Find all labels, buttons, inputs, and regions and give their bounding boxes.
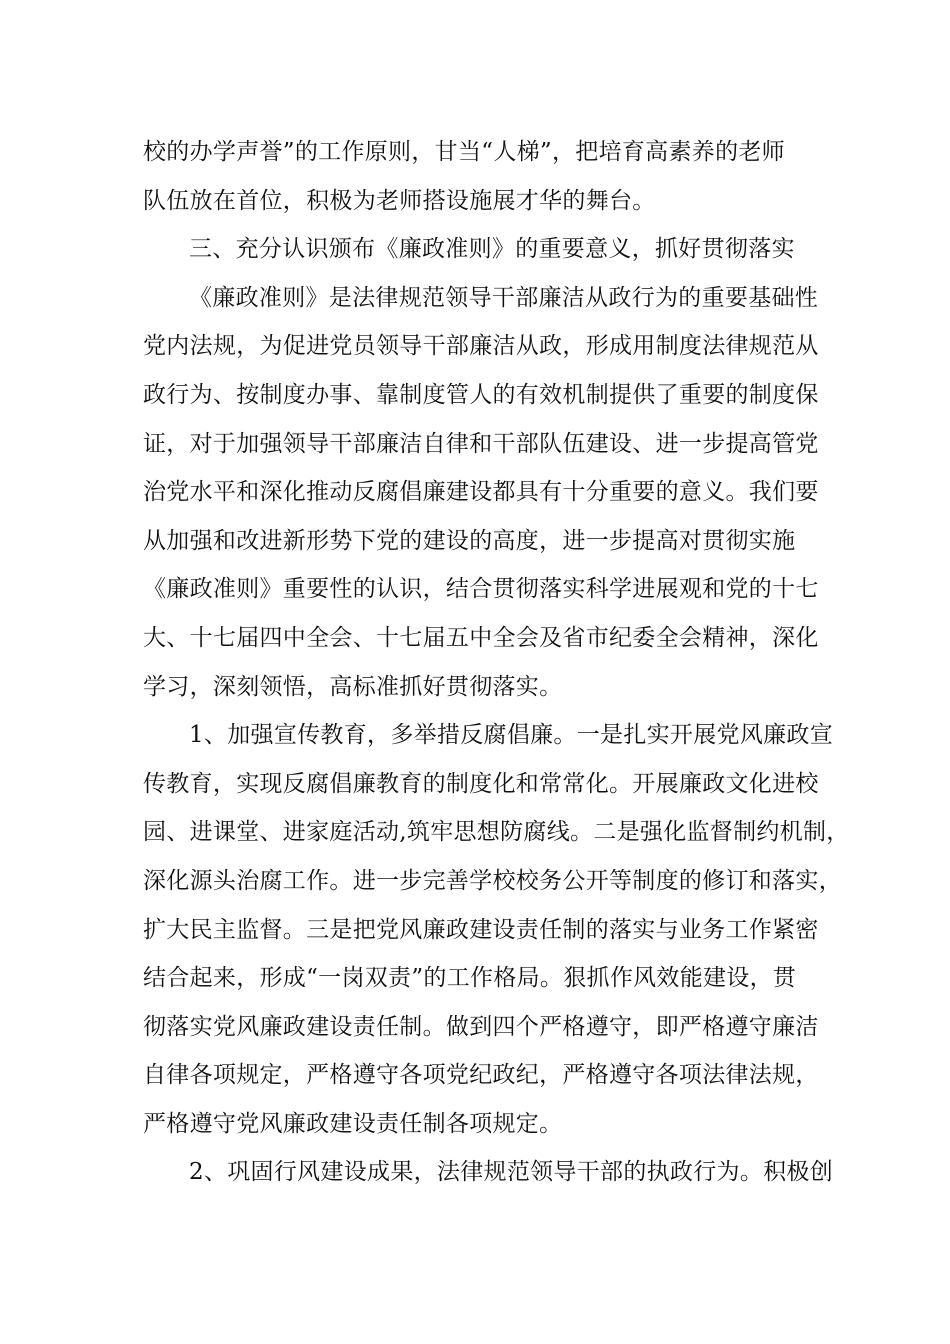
text-line: 结合起来，形成“一岗双责”的工作格局。狠抓作风效能建设，贯 — [143, 965, 797, 992]
text-line: 队伍放在首位，积极为老师搭设施展才华的舞台。 — [143, 187, 656, 214]
text-line: 1、加强宣传教育，多举措反腐倡廉。一是扎实开展党风廉政宣 — [189, 722, 834, 749]
text-line: 扩大民主监督。三是把党风廉政建设责任制的落实与业务工作紧密 — [143, 916, 819, 943]
text-line: 学习，深刻领悟，高标准抓好贯彻落实。 — [143, 673, 563, 700]
text-line: 2、巩固行风建设成果，法律规范领导干部的执政行为。积极创 — [189, 1159, 834, 1186]
text-line: 政行为、按制度办事、靠制度管人的有效机制提供了重要的制度保 — [143, 381, 819, 408]
text-line: 党内法规，为促进党员领导干部廉洁从政，形成用制度法律规范从 — [143, 333, 819, 360]
text-line: 三、充分认识颁布《廉政准则》的重要意义，抓好贯彻落实 — [189, 236, 795, 263]
text-line: 深化源头治腐工作。进一步完善学校校务公开等制度的修订和落实， — [143, 867, 842, 894]
text-line: 治党水平和深化推动反腐倡廉建设都具有十分重要的意义。我们要 — [143, 479, 819, 506]
text-line: 《廉政准则》是法律规范领导干部廉洁从政行为的重要基础性 — [189, 284, 819, 311]
text-line: 从加强和改进新形势下党的建设的高度，进一步提高对贯彻实施 — [143, 527, 796, 554]
text-line: 严格遵守党风廉政建设责任制各项规定。 — [143, 1110, 563, 1137]
text-line: 彻落实党风廉政建设责任制。做到四个严格遵守，即严格遵守廉洁 — [143, 1013, 819, 1040]
text-line: 校的办学声誉”的工作原则，甘当“人梯”，把培育高素养的老师 — [143, 139, 785, 165]
text-line: 自律各项规定，严格遵守各项党纪政纪，严格遵守各项法律法规， — [143, 1062, 819, 1089]
document-body — [143, 128, 850, 1197]
text-line: 大、十七届四中全会、十七届五中全会及省市纪委全会精神，深化 — [143, 624, 819, 651]
text-line: 证，对于加强领导干部廉洁自律和干部队伍建设、进一步提高管党 — [143, 430, 819, 457]
text-line: 传教育，实现反腐倡廉教育的制度化和常常化。开展廉政文化进校 — [143, 770, 819, 797]
text-line: 《廉政准则》重要性的认识，结合贯彻落实科学进展观和党的十七 — [143, 576, 819, 603]
text-line: 园、进课堂、进家庭活动,筑牢思想防腐线。二是强化监督制约机制， — [143, 819, 850, 846]
